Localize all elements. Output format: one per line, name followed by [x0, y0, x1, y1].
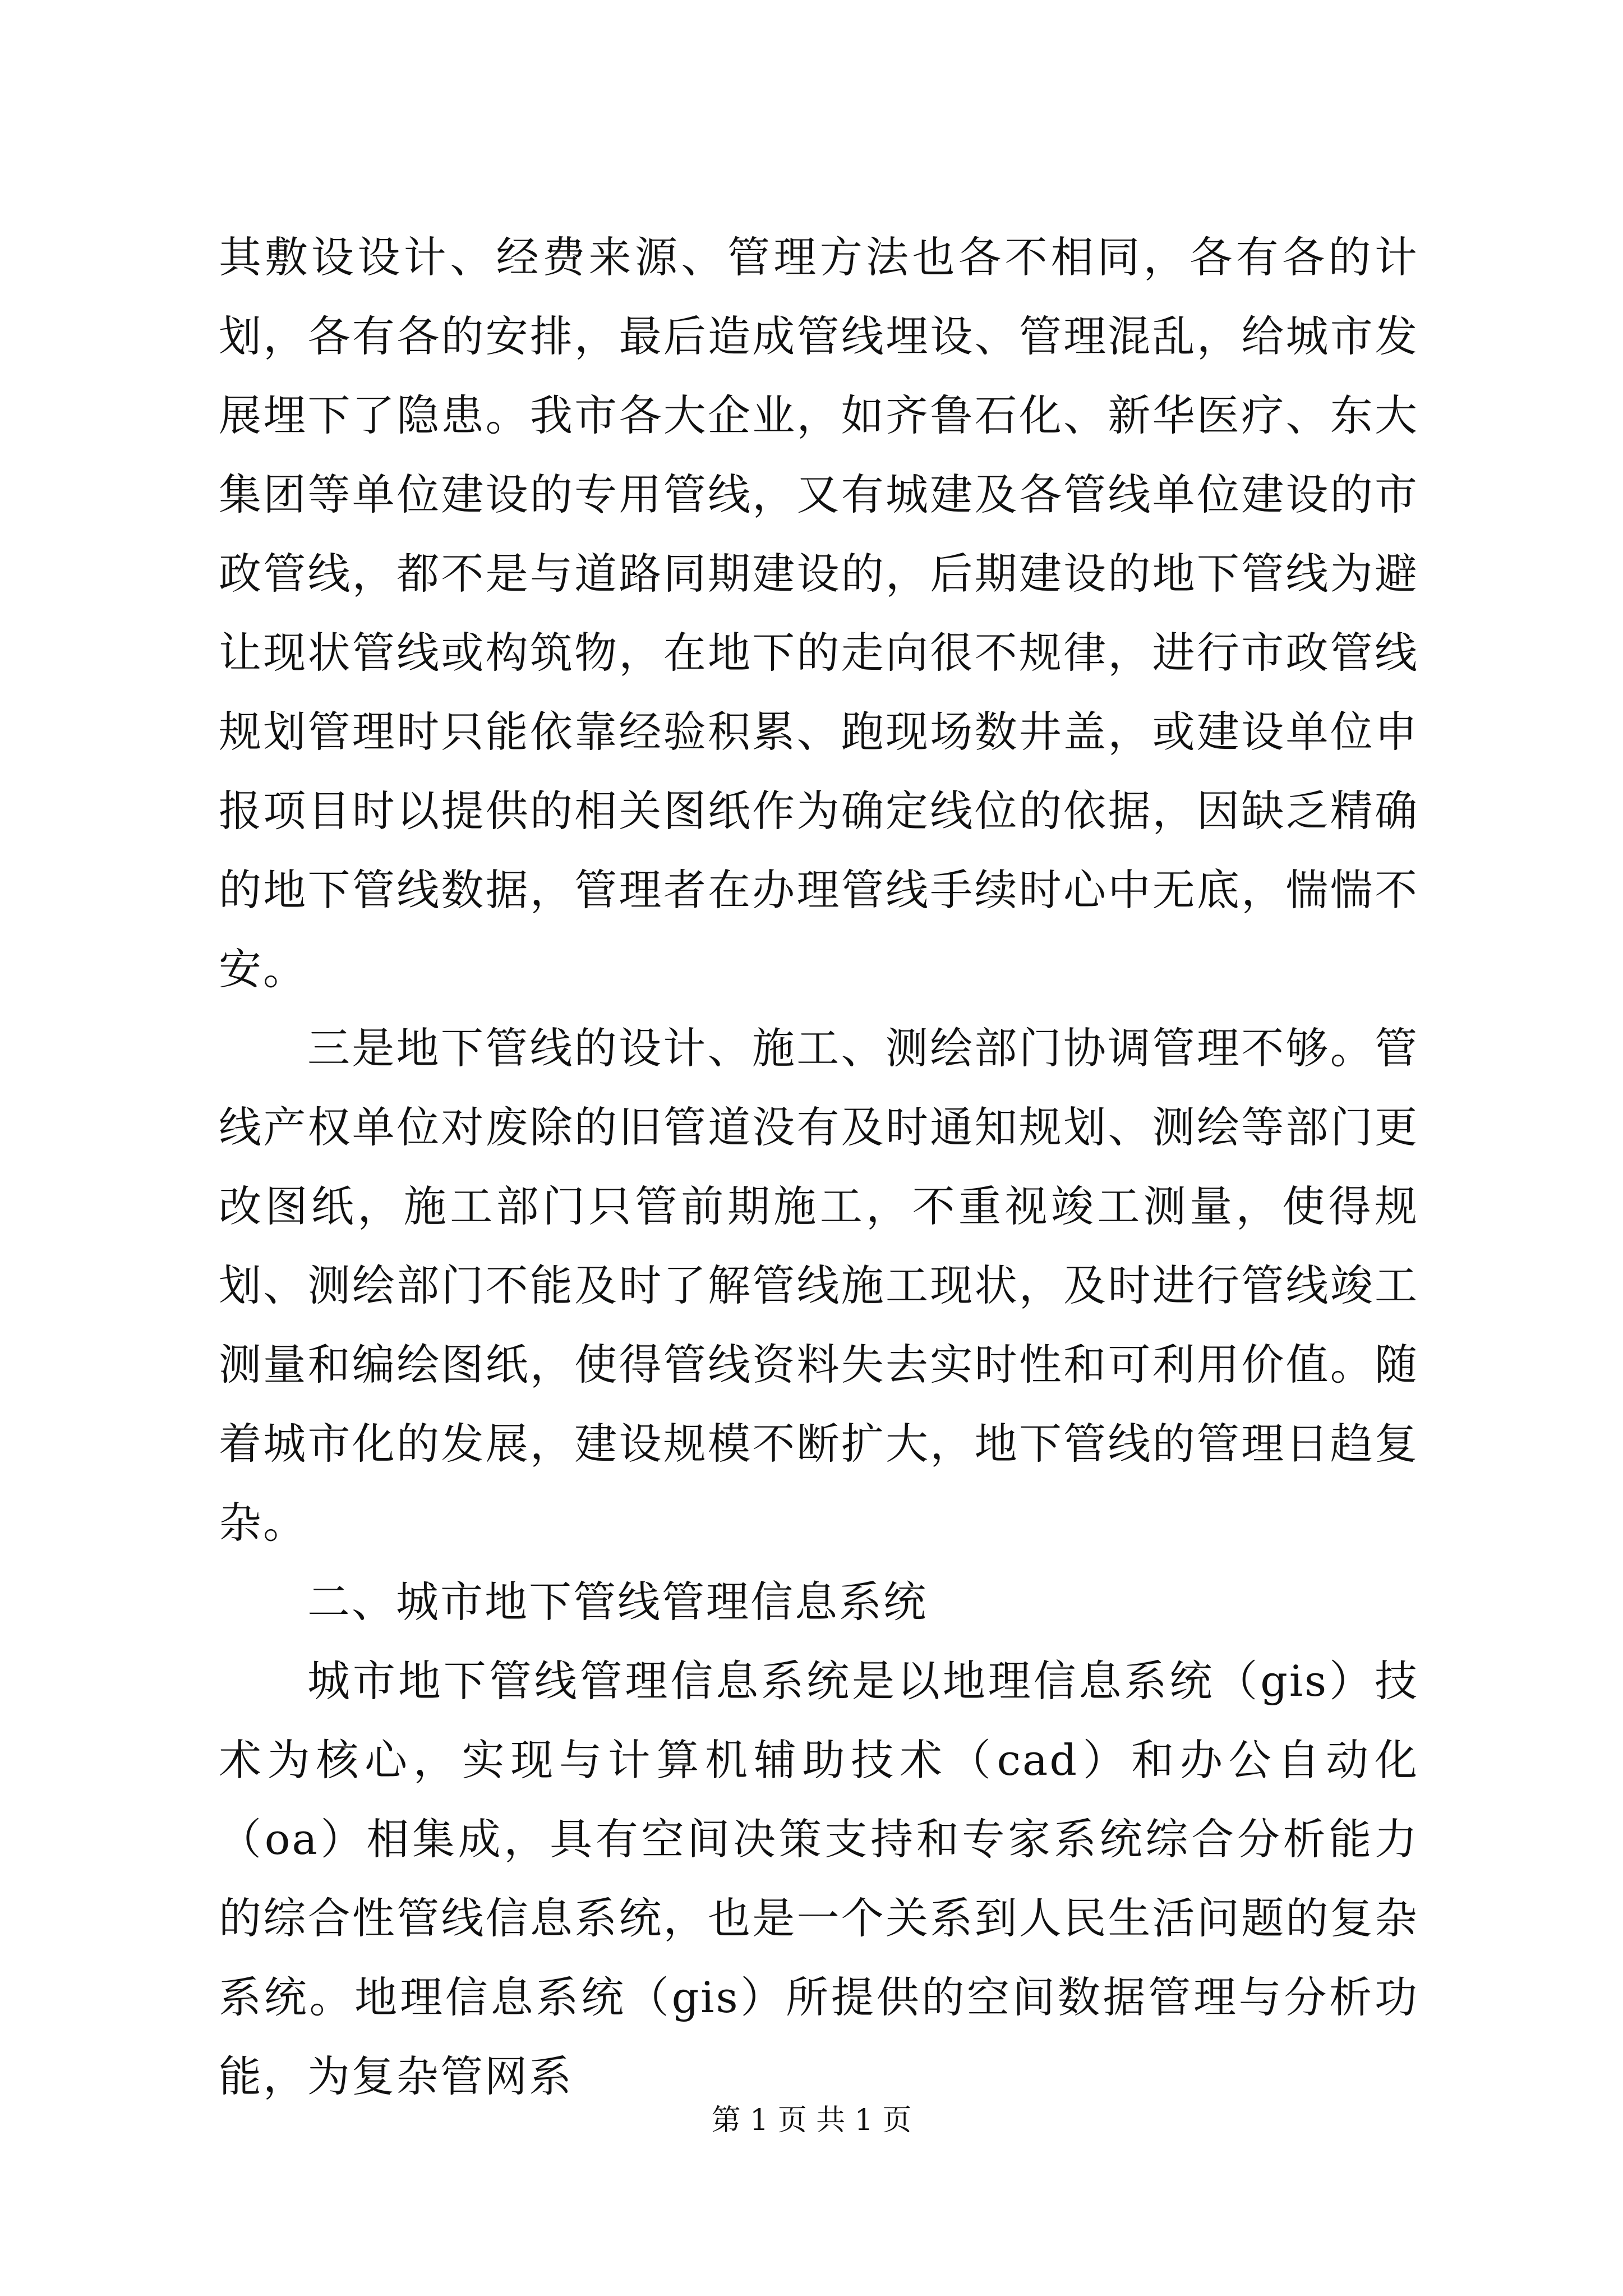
paragraph-point-three: 三是地下管线的设计、施工、测绘部门协调管理不够。管线产权单位对废除的旧管道没有及时通知规划、测绘等部门更改图纸，施工部门只管前期施工，不重视竣工测量，使得规划、测绘部门不能及时了解管线施工现状，及时进行管线竣工测量和编绘图纸，使得管线资料失去实时性和可利用价值。随着城市化的发展，建设规模不断扩大，地下管线的管理日趋复杂。 — [219, 1023, 1419, 1548]
section-heading: 二、城市地下管线管理信息系统 — [307, 1577, 928, 1627]
paragraph-continuation: 其敷设设计、经费来源、管理方法也各不相同，各有各的计划，各有各的安排，最后造成管线埋设、管理混乱，给城市发展埋下了隐患。我市各大企业，如齐鲁石化、新华医疗、东大集团等单位建设的专用管线，又有城建及各管线单位建设的市政管线，都不是与道路同期建设的，后期建设的地下管线为避让现状管线或构筑物，在地下的走向很不规律，进行市政管线规划管理时只能依靠经验积累、跑现场数井盖，或建设单位申报项目时以提供的相关图纸作为确定线位的依据，因缺乏精确的地下管线数据，管理者在办理管线手续时心中无底，惴惴不安。 — [219, 232, 1419, 994]
document-body — [219, 218, 1419, 2116]
paragraph-system-intro: 城市地下管线管理信息系统是以地理信息系统（gis）技术为核心，实现与计算机辅助技术（cad）和办公自动化（oa）相集成，具有空间决策支持和专家系统综合分析能力的综合性管线信息系统，也是一个关系到人民生活问题的复杂系统。地理信息系统（gis）所提供的空间数据管理与分析功能，为复杂管网系 — [219, 1656, 1419, 2101]
page-footer: 第 1 页 共 1 页 — [711, 2104, 912, 2137]
